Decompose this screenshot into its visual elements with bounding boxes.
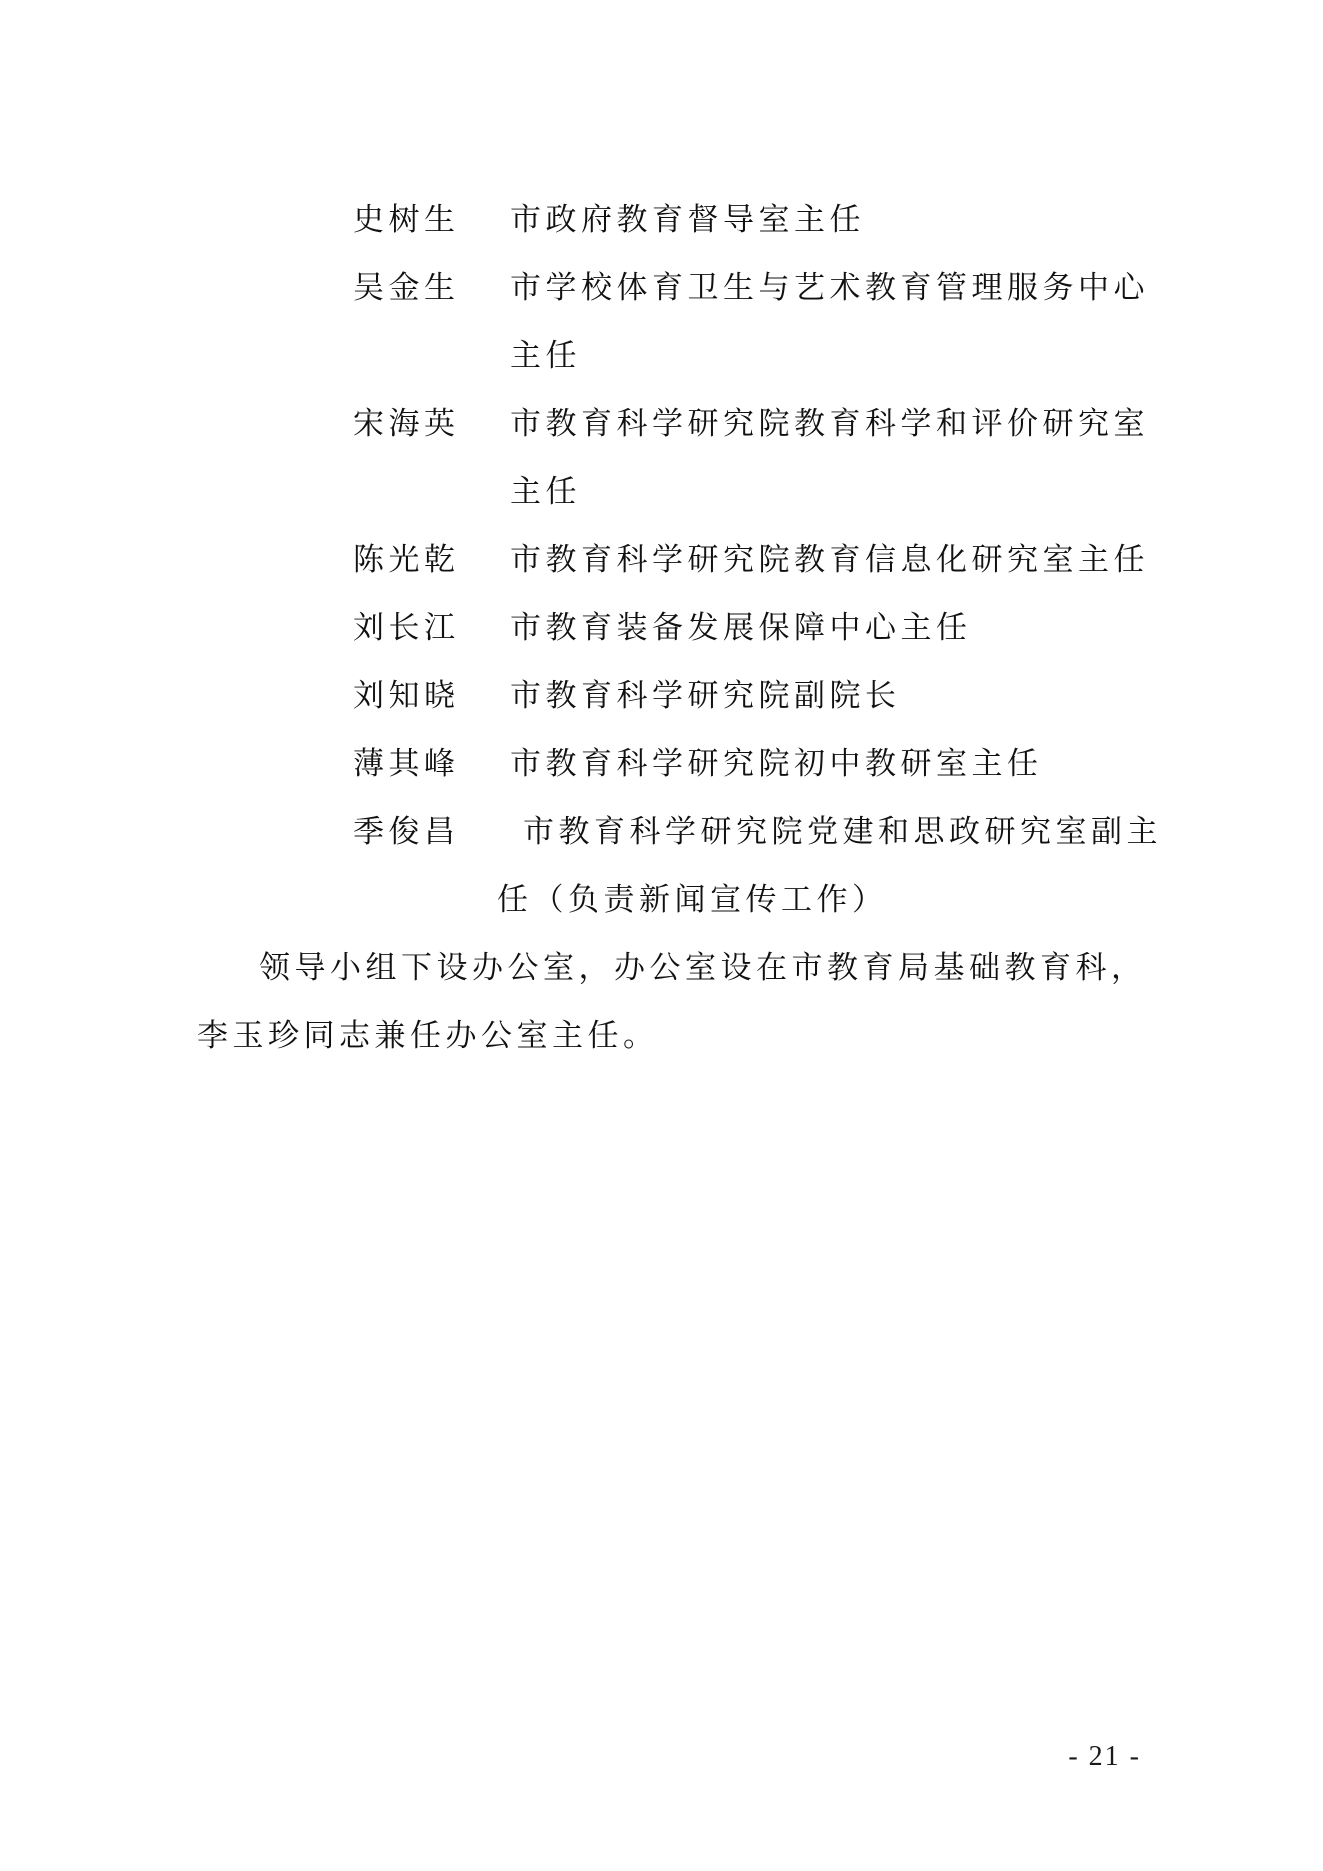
person-title (510, 390, 1170, 526)
roster-row (353, 662, 1323, 730)
person-title-line: 市教育科学研究院党建和思政研究室副主 (523, 814, 1162, 849)
person-title (510, 526, 1170, 594)
person-title-line: 市学校体育卫生与艺术教育管理服务中心 (510, 270, 1149, 305)
person-name: 吴金生 (353, 270, 460, 305)
person-title-line: 主任 (510, 474, 581, 509)
roster-row (353, 798, 1323, 934)
person-title (510, 254, 1170, 390)
person-title-line: 市政府教育督导室主任 (510, 202, 865, 237)
person-title (497, 798, 1170, 934)
person-name: 史树生 (353, 202, 460, 237)
page-number: - 21 - (1068, 1741, 1141, 1772)
person-title (510, 730, 1170, 798)
roster-list (353, 186, 1323, 934)
person-title-line: 任（负责新闻宣传工作） (497, 882, 888, 917)
person-title-line: 主任 (510, 338, 581, 373)
paragraph-line: 领导小组下设办公室，办公室设在市教育局基础教育科， (259, 950, 1147, 985)
person-name: 薄其峰 (353, 746, 460, 781)
person-title-line: 市教育科学研究院初中教研室主任 (510, 746, 1043, 781)
roster-row (353, 390, 1323, 526)
person-title-line: 市教育装备发展保障中心主任 (510, 610, 972, 645)
person-title (510, 186, 1170, 254)
roster-row (353, 730, 1323, 798)
person-name: 刘知晓 (353, 678, 460, 713)
document-content (0, 186, 1323, 1070)
person-name: 陈光乾 (353, 542, 460, 577)
person-title-line: 市教育科学研究院副院长 (510, 678, 901, 713)
roster-row (353, 526, 1323, 594)
roster-row (353, 594, 1323, 662)
closing-paragraph (197, 934, 1157, 1070)
roster-row (353, 186, 1323, 254)
person-title-line: 市教育科学研究院教育科学和评价研究室 (510, 406, 1149, 441)
person-name: 宋海英 (353, 406, 460, 441)
person-name: 季俊昌 (353, 814, 460, 849)
paragraph-line: 李玉珍同志兼任办公室主任。 (197, 1018, 659, 1053)
person-title (510, 594, 1170, 662)
person-title (510, 662, 1170, 730)
person-title-line: 市教育科学研究院教育信息化研究室主任 (510, 542, 1149, 577)
person-name: 刘长江 (353, 610, 460, 645)
roster-row (353, 254, 1323, 390)
